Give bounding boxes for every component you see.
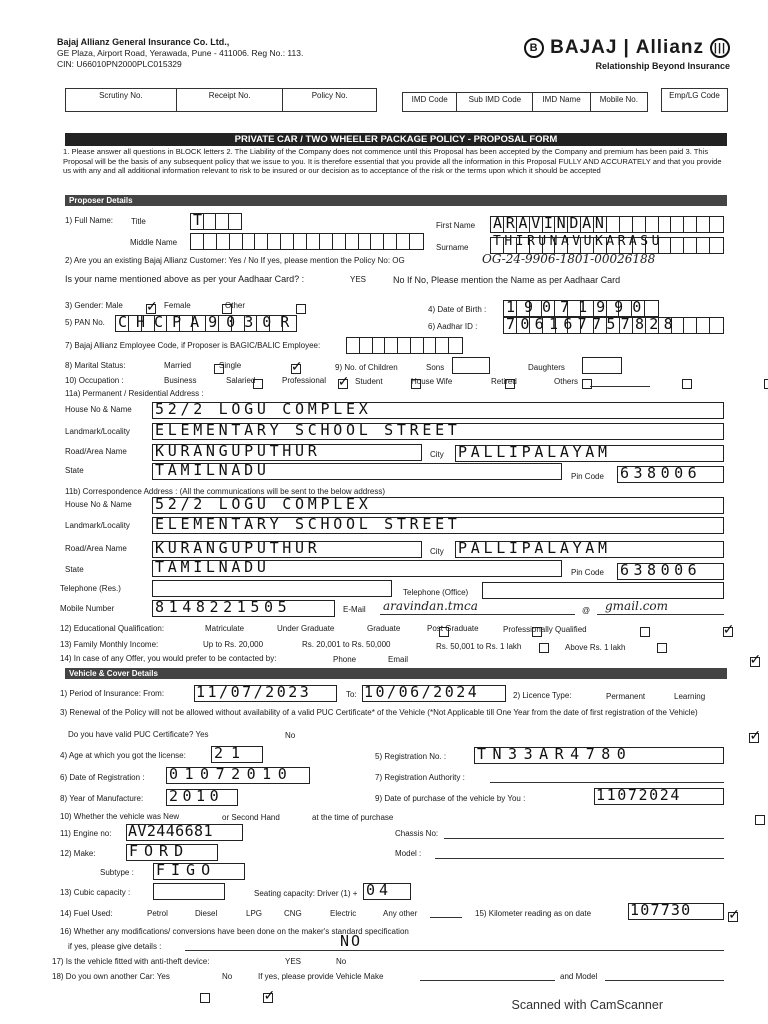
aadhar-label: 6) Aadhar ID : [428, 322, 478, 331]
mods-value: NO [340, 932, 363, 950]
dob-value: 19071990 [506, 298, 651, 316]
pan-label: 5) PAN No. [65, 318, 105, 327]
diesel-label: Diesel [195, 909, 218, 918]
children-label: 9) No. of Children [335, 363, 398, 372]
education-label: 12) Educational Qualification: [60, 624, 165, 633]
form-title: PRIVATE CAR / TWO WHEELER PACKAGE POLICY - PROPOSAL FORM [65, 133, 727, 146]
company-address: GE Plaza, Airport Road, Yerawada, Pune - 411006. Reg No.: 113. [57, 48, 304, 58]
income-label: 13) Family Monthly Income: [60, 640, 159, 649]
sons-field[interactable] [452, 357, 490, 374]
c-city-value: PALLIPALAYAM [458, 539, 611, 557]
subtype-value: FIGO [156, 861, 217, 879]
puc-no-label: No [285, 731, 296, 740]
housewife-label: House Wife [411, 377, 453, 386]
aadhaar-yes[interactable]: YES [350, 275, 367, 284]
petrol-label: Petrol [147, 909, 168, 918]
fuel-label: 14) Fuel Used: [60, 909, 113, 918]
email-value: aravindan.tmca [383, 599, 478, 613]
c-house-label: House No & Name [65, 500, 132, 509]
income4-label: Above Rs. 1 lakh [565, 643, 626, 652]
female-label: Female [164, 301, 191, 310]
pg-label: Post Graduate [427, 624, 479, 633]
antitheft-label: 17) Is the vehicle fitted with anti-theft device: [52, 957, 210, 966]
income3-label: Rs. 50,001 to Rs. 1 lakh [436, 642, 522, 651]
yom-label: 8) Year of Manufacture: [60, 794, 144, 803]
learning-label: Learning [674, 692, 706, 701]
email-pref-label: Email [388, 655, 409, 664]
income2-checkbox[interactable] [657, 643, 667, 653]
title-value: T [193, 211, 206, 229]
licence-label: 2) Licence Type: [513, 691, 572, 700]
pg-checkbox[interactable] [723, 627, 733, 637]
another-make-line [420, 980, 555, 981]
contact-label: 14) In case of any Offer, you would prefer to be contacted by: [60, 654, 277, 663]
others-label: Others [554, 377, 579, 386]
bajaj-logo-icon: B [524, 38, 544, 58]
landmark-value: ELEMENTARY SCHOOL STREET [155, 421, 461, 439]
mobile-cell: Mobile No. [590, 93, 647, 112]
daughters-label: Daughters [528, 363, 565, 372]
cng-label: CNG [284, 909, 302, 918]
company-cin: CIN: U66010PN2000PLC015329 [57, 59, 182, 69]
income1-checkbox[interactable] [539, 643, 549, 653]
middle-name-label: Middle Name [130, 238, 178, 247]
proposer-section-header: Proposer Details [65, 195, 727, 206]
antitheft-yes-label: YES [285, 957, 302, 966]
engine-value: AV2446681 [128, 822, 213, 840]
title-label: Title [131, 217, 146, 226]
scrutiny-cell: Scrutiny No. [66, 89, 177, 112]
imd-name-cell: IMD Name [533, 93, 590, 112]
puc-yes-checkbox[interactable] [749, 733, 759, 743]
petrol-checkbox[interactable] [728, 912, 738, 922]
period-to-value: 10/06/2024 [364, 683, 480, 701]
chassis-label: Chassis No: [395, 829, 439, 838]
permanent-address-label: 11a) Permanent / Residential Address : [65, 389, 204, 398]
tel-res-label: Telephone (Res.) [60, 584, 121, 593]
email-domain-line [597, 614, 724, 615]
c-house-value: 52/2 LOGU COMPLEX [155, 495, 372, 513]
retired-checkbox[interactable] [682, 379, 692, 389]
make-label: 12) Make: [60, 849, 96, 858]
vehicle-section-header: Vehicle & Cover Details [65, 668, 727, 679]
income2-label: Rs. 20,001 to Rs. 50,000 [302, 640, 391, 649]
company-header [57, 37, 303, 70]
c-landmark-value: ELEMENTARY SCHOOL STREET [155, 515, 461, 533]
state-label: State [65, 466, 84, 475]
married-label: Married [164, 361, 192, 370]
yom-value: 2010 [169, 787, 224, 805]
daughters-field[interactable] [582, 357, 622, 374]
cc-field[interactable] [153, 883, 225, 900]
office-use-table [65, 88, 377, 112]
reg-auth-label: 7) Registration Authority : [375, 773, 465, 782]
mods-label: 16) Whether any modifications/ conversions have been done on the maker's standard specification [60, 927, 409, 936]
landmark-label: Landmark/Locality [65, 427, 130, 436]
income1-label: Up to Rs. 20,000 [203, 640, 264, 649]
engine-label: 11) Engine no: [60, 829, 112, 838]
second-hand-label: or Second Hand [222, 813, 280, 822]
allianz-name: Allianz [635, 37, 704, 58]
c-road-label: Road/Area Name [65, 544, 127, 553]
road-label: Road/Area Name [65, 447, 127, 456]
instructions: 1. Please answer all questions in BLOCK letters 2. The Liability of the Company does not commence until this Proposal has been accepted by the Company and premium has been paid 3. This Proposal will be the basis of any subsequent policy that we issue to you. It is therefore essential that you provide all the information in this Proposal FULLY AND ACCURATELY and that you provide us with any and all additional information relevant to risk to be insured or our decision as to acceptance of the risk or the terms upon which it should be accepted [63, 147, 722, 176]
brand-name: BAJAJ [550, 37, 618, 58]
pin-value: 638006 [620, 464, 702, 482]
another-no-label: No [222, 972, 233, 981]
model-label: Model : [395, 849, 422, 858]
first-name-label: First Name [436, 221, 476, 230]
allianz-logo-icon: ||| [710, 38, 730, 58]
others-checkbox[interactable] [764, 379, 768, 389]
pin-label: Pin Code [571, 472, 604, 481]
state-value: TAMILNADU [155, 461, 270, 479]
middle-name-field[interactable] [190, 233, 424, 250]
receipt-cell: Receipt No. [176, 89, 283, 112]
occupation-label: 10) Occupation : [65, 376, 124, 385]
another-no-checkbox[interactable] [263, 993, 273, 1003]
new-label: 10) Whether the vehicle was New [60, 812, 180, 821]
email-label: E-Mail [343, 605, 366, 614]
tel-office-field[interactable] [482, 582, 724, 599]
gender-label: 3) Gender: Male [65, 301, 123, 310]
emp-code-table [661, 88, 728, 112]
prof-q-label: Professionally Qualified [503, 625, 587, 634]
mods-line [185, 950, 724, 951]
grad-checkbox[interactable] [640, 627, 650, 637]
ug-label: Under Graduate [277, 624, 335, 633]
permanent-label: Permanent [606, 692, 646, 701]
brand-tagline: Relationship Beyond Insurance [595, 61, 730, 71]
policy-cell: Policy No. [283, 89, 377, 112]
lpg-label: LPG [246, 909, 263, 918]
puc-label: Do you have valid PUC Certificate? Yes [68, 730, 209, 739]
surname-value: THIRUNAVUKARASU [493, 234, 663, 249]
another-yes-checkbox[interactable] [200, 993, 210, 1003]
antitheft-no-label: No [336, 957, 347, 966]
aadhaar-no-label: No If No, Please mention the Name as per Aadhaar Card [393, 275, 621, 285]
sons-label: Sons [426, 363, 445, 372]
another-make-label: If yes, please provide Vehicle Make [258, 972, 384, 981]
at-sign: @ [582, 606, 591, 615]
dob-label: 4) Date of Birth : [428, 305, 487, 314]
c-pin-label: Pin Code [571, 568, 604, 577]
electric-label: Electric [330, 909, 357, 918]
road-value: KURANGUPUTHUR [155, 442, 321, 460]
c-landmark-label: Landmark/Locality [65, 521, 130, 530]
email-line [380, 614, 575, 615]
subtype-label: Subtype : [100, 868, 134, 877]
city-value: PALLIPALAYAM [458, 443, 611, 461]
c-state-value: TAMILNADU [155, 558, 270, 576]
retired-label: Retired [491, 377, 517, 386]
imd-code-cell: IMD Code [403, 93, 457, 112]
aadhaar-question: Is your name mentioned above as per your Aadhaar Card? : [65, 274, 305, 284]
grad-label: Graduate [367, 624, 401, 633]
c-pin-value: 638006 [620, 561, 702, 579]
reg-date-label: 6) Date of Registration : [60, 773, 145, 782]
km-label: 15) Kilometer reading as on date [475, 909, 592, 918]
chassis-line [444, 838, 724, 839]
make-value: FORD [129, 842, 190, 860]
any-other-label: Any other [383, 909, 418, 918]
seating-label: Seating capacity: Driver (1) + [254, 889, 358, 898]
seating-value: 04 [366, 881, 393, 899]
period-from-value: 11/07/2023 [196, 683, 312, 701]
cc-label: 13) Cubic capacity : [60, 888, 131, 897]
km-value: 107730 [630, 901, 692, 919]
housewife-checkbox[interactable] [582, 379, 592, 389]
phone-checkbox[interactable] [750, 657, 760, 667]
sub-imd-cell: Sub IMD Code [457, 93, 533, 112]
company-name: Bajaj Allianz General Insurance Co. Ltd., [57, 37, 230, 47]
correspondence-label: 11b) Correspondence Address : (All the communications will be sent to the below address) [65, 487, 386, 496]
aadhar-value: 706167757828 [506, 315, 678, 333]
and-model-line [605, 980, 724, 981]
employee-code-field[interactable] [346, 337, 463, 354]
full-name-label: 1) Full Name: [65, 216, 114, 225]
tel-office-label: Telephone (Office) [403, 588, 469, 597]
model-line [435, 858, 724, 859]
first-name-value: ARAVINDAN [493, 214, 608, 232]
pan-value: CHCPA9030R [118, 313, 299, 331]
single-checkbox[interactable] [291, 364, 301, 374]
student-label: Student [355, 377, 383, 386]
existing-customer-label: 2) Are you an existing Bajaj Allianz Customer: Yes / No If yes, please mention the Policy No: OG [65, 256, 405, 265]
reg-date-value: 01072010 [169, 765, 294, 783]
brand-logo: B BAJAJ | Allianz ||| Relationship Beyond Insurance [524, 37, 730, 71]
purchase-label: 9) Date of purchase of the vehicle by You : [375, 794, 526, 803]
c-city-label: City [430, 547, 444, 556]
matric-label: Matriculate [205, 624, 245, 633]
emp-code-cell: Emp/LG Code [662, 89, 728, 112]
salaried-label: Salaried [226, 376, 256, 385]
reg-no-label: 5) Registration No. : [375, 752, 447, 761]
salaried-checkbox[interactable] [338, 379, 348, 389]
imd-table [402, 92, 648, 112]
others-line [590, 386, 650, 387]
phone-label: Phone [333, 655, 357, 664]
reg-no-value: TN33AR4780 [477, 745, 633, 763]
business-label: Business [164, 376, 197, 385]
mods-detail-label: if yes, please give details : [68, 942, 162, 951]
c-road-value: KURANGUPUTHUR [155, 539, 321, 557]
tel-res-field[interactable] [152, 580, 392, 597]
mobile-value: 8148221505 [155, 598, 292, 616]
to-label: To: [346, 690, 357, 699]
email-domain-value: gmail.com [605, 599, 669, 613]
another-car-label: 18) Do you own another Car: Yes [52, 972, 170, 981]
single-label: Single [219, 361, 242, 370]
at-purchase-label: at the time of purchase [312, 813, 394, 822]
scanner-watermark: Scanned with CamScanner [511, 998, 663, 1012]
and-model-label: and Model [560, 972, 598, 981]
renewal-note: 3) Renewal of the Policy will not be allowed without availability of a valid PUC Certificate* of the Vehicle (*Not Applicable till One Year from the date of first registration of the Vehicle) [60, 708, 698, 717]
new-checkbox[interactable] [755, 815, 765, 825]
policy-number-value: OG-24-9906-1801-00026188 [482, 252, 656, 266]
house-value: 52/2 LOGU COMPLEX [155, 400, 372, 418]
house-label: House No & Name [65, 405, 132, 414]
period-label: 1) Period of Insurance: From: [60, 689, 165, 698]
purchase-value: 11072024 [596, 786, 682, 804]
marital-label: 8) Marital Status: [65, 361, 126, 370]
surname-label: Surname [436, 243, 469, 252]
professional-label: Professional [282, 376, 327, 385]
c-state-label: State [65, 565, 84, 574]
other-label: Other [225, 301, 246, 310]
any-other-line [430, 917, 462, 918]
reg-auth-line [490, 782, 724, 783]
city-label: City [430, 450, 444, 459]
employee-code-label: 7) Bajaj Allianz Employee Code, if Proposer is BAGIC/BALIC Employee: [65, 341, 321, 350]
mobile-label: Mobile Number [60, 604, 115, 613]
age-license-label: 4) Age at which you got the license: [60, 751, 186, 760]
age-value: 21 [214, 744, 249, 762]
